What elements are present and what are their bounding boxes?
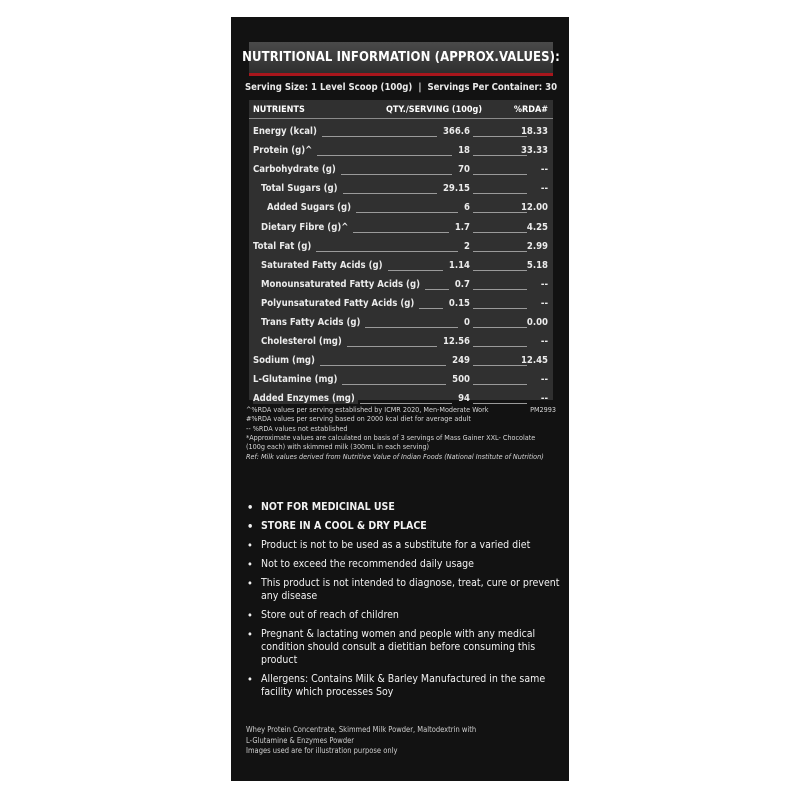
nutrient-qty: 18 [458, 145, 470, 157]
nutrient-rda: 18.33 [520, 126, 548, 137]
nutrient-name: Added Sugars (g) [267, 202, 354, 213]
ingredients-line-1: Whey Protein Concentrate, Skimmed Milk Powder, Maltodextrin with [246, 725, 477, 734]
nutrient-qty: 29.15 [442, 183, 470, 195]
list-item [245, 520, 563, 533]
footnote-3: -- %RDA values not established [246, 423, 348, 433]
ingredients-footer [246, 725, 556, 757]
list-item-text: Allergens: Contains Milk & Barley Manufactured in the same facility which processes Soy [261, 673, 546, 698]
col-rda: %RDA# [513, 105, 548, 115]
nutrient-rda: 12.00 [520, 202, 548, 214]
leader-line [473, 346, 527, 347]
nutrient-qty: 1.14 [448, 259, 470, 271]
nutrient-rda: -- [540, 297, 548, 309]
table-row [249, 179, 553, 198]
leader-line [320, 365, 446, 366]
table-row [249, 370, 553, 389]
nutrient-name: Dietary Fibre (g)^ [261, 222, 351, 233]
nutrient-rda: 12.45 [520, 355, 548, 367]
list-item-text: Not to exceed the recommended daily usage [261, 558, 474, 570]
nutrient-qty: 249 [452, 355, 470, 367]
table-row [249, 275, 553, 294]
nutrient-rda: 2.99 [526, 240, 548, 252]
nutrient-name: Added Enzymes (mg) [253, 393, 358, 404]
table-header [249, 100, 553, 119]
nutrient-qty: 6 [464, 202, 470, 214]
nutrient-rda: -- [540, 278, 548, 290]
leader-line [473, 251, 527, 252]
list-item [245, 673, 563, 699]
table-row [249, 160, 553, 179]
leader-line [473, 155, 527, 156]
leader-line [365, 327, 458, 328]
list-item-text: This product is not intended to diagnose, treat, cure or prevent any disease [261, 577, 560, 602]
product-code: PM2993 [530, 405, 556, 414]
table-row [249, 332, 553, 351]
leader-line [388, 270, 443, 271]
nutrient-name: Monounsaturated Fatty Acids (g) [261, 279, 423, 290]
leader-line [343, 193, 437, 194]
nutrient-name: L-Glutamine (mg) [253, 374, 340, 385]
leader-line [322, 136, 437, 137]
nutrient-qty: 94 [458, 393, 470, 405]
nutrient-name: Saturated Fatty Acids (g) [261, 260, 386, 271]
leader-line [473, 308, 527, 309]
nutrition-label-panel [231, 17, 569, 781]
leader-line [473, 212, 527, 213]
footnote-2: #%RDA values per serving based on 2000 kcal diet for average adult [246, 414, 471, 424]
leader-line [347, 346, 437, 347]
serving-info [244, 79, 558, 95]
nutrient-qty: 1.7 [454, 221, 470, 233]
table-row [249, 351, 553, 370]
nutrient-rda: 5.18 [526, 259, 548, 271]
col-qty: QTY./SERVING (100g) [386, 105, 483, 115]
nutrient-qty: 12.56 [442, 336, 470, 348]
nutrient-qty: 0.7 [454, 278, 470, 290]
leader-line [317, 155, 452, 156]
leader-line [473, 174, 527, 175]
nutrient-rda: 0.00 [526, 317, 548, 328]
leader-line [473, 289, 527, 290]
nutrient-rda: -- [540, 164, 548, 176]
col-nutrients: NUTRIENTS [253, 105, 305, 115]
servings-per-container: Servings Per Container: 30 [427, 81, 558, 93]
footnote-1: ^%RDA values per serving established by ICMR 2020, Men-Moderate Work [246, 405, 489, 414]
table-row [249, 294, 553, 313]
leader-line [353, 232, 449, 233]
nutrient-rda: -- [540, 374, 548, 386]
ingredients-line-2: L-Glutamine & Enzymes Powder [246, 735, 355, 745]
bullet-icon: • [247, 520, 254, 533]
table-row [249, 141, 553, 160]
list-item-text: STORE IN A COOL & DRY PLACE [261, 520, 427, 532]
nutrient-qty: 366.6 [442, 126, 470, 137]
table-row [249, 198, 553, 217]
bullet-icon: • [247, 577, 253, 590]
nutrient-qty: 70 [458, 164, 470, 176]
serving-size: Serving Size: 1 Level Scoop (100g) [244, 81, 413, 93]
table-row [249, 237, 553, 256]
nutrient-rda: -- [540, 393, 548, 405]
footnotes [246, 405, 556, 461]
nutrition-title: NUTRITIONAL INFORMATION (APPROX.VALUES): [249, 42, 553, 76]
nutrient-qty: 0 [464, 317, 470, 328]
bullet-icon: • [247, 501, 254, 514]
leader-line [425, 289, 449, 290]
leader-line [473, 232, 527, 233]
warnings-list [245, 501, 563, 705]
leader-line [473, 327, 527, 328]
leader-line [473, 136, 527, 137]
bullet-icon: • [247, 539, 253, 552]
leader-line [473, 384, 527, 385]
list-item [245, 577, 563, 603]
nutrient-qty: 0.15 [448, 297, 470, 309]
nutrient-name: Carbohydrate (g) [253, 164, 339, 175]
footnote-4: *Approximate values are calculated on basis of 3 servings of Mass Gainer XXL- Chocolate [246, 433, 536, 443]
leader-line [341, 174, 452, 175]
nutrient-qty: 500 [452, 374, 470, 386]
list-item [245, 628, 563, 667]
nutrient-name: Total Fat (g) [253, 241, 314, 252]
nutrient-name: Trans Fatty Acids (g) [261, 317, 363, 328]
bullet-icon: • [247, 609, 253, 622]
nutrition-table [249, 100, 553, 405]
nutrient-name: Sodium (mg) [253, 355, 318, 366]
table-row [249, 256, 553, 275]
leader-line [473, 193, 527, 194]
nutrient-rda: 4.25 [526, 221, 548, 233]
nutrient-qty: 2 [464, 240, 470, 252]
bullet-icon: • [247, 673, 253, 686]
list-item [245, 609, 563, 622]
leader-line [316, 251, 458, 252]
table-row [249, 218, 553, 237]
list-item [245, 501, 563, 514]
bullet-icon: • [247, 558, 253, 571]
nutrient-name: Polyunsaturated Fatty Acids (g) [261, 298, 417, 309]
table-row [249, 313, 553, 332]
table-row [249, 122, 553, 141]
leader-line [473, 365, 527, 366]
list-item [245, 539, 563, 552]
nutrient-name: Total Sugars (g) [261, 183, 341, 194]
serving-separator: | [418, 81, 422, 93]
bullet-icon: • [247, 628, 253, 641]
footnote-ref: Ref: Milk values derived from Nutritive Value of Indian Foods (National Institute of Nutrition) [246, 451, 544, 461]
leader-line [342, 384, 446, 385]
list-item-text: Product is not to be used as a substitute for a varied diet [261, 539, 531, 551]
nutrient-name: Cholesterol (mg) [261, 336, 345, 347]
nutrient-rda: -- [540, 183, 548, 195]
nutrient-rda: 33.33 [520, 145, 548, 157]
list-item [245, 558, 563, 571]
list-item-text: NOT FOR MEDICINAL USE [261, 501, 395, 513]
list-item-text: Pregnant & lactating women and people with any medical condition should consult a dietitian before consuming this product [261, 628, 536, 666]
nutrient-name: Energy (kcal) [253, 126, 320, 137]
illustration-disclaimer: Images used are for illustration purpose only [246, 746, 398, 755]
list-item-text: Store out of reach of children [261, 609, 399, 621]
leader-line [419, 308, 443, 309]
nutrient-name: Protein (g)^ [253, 145, 315, 156]
footnote-5: (100g each) with skimmed milk (300mL in each serving) [246, 442, 430, 452]
leader-line [473, 270, 527, 271]
nutrient-rda: -- [540, 336, 548, 348]
leader-line [356, 212, 458, 213]
